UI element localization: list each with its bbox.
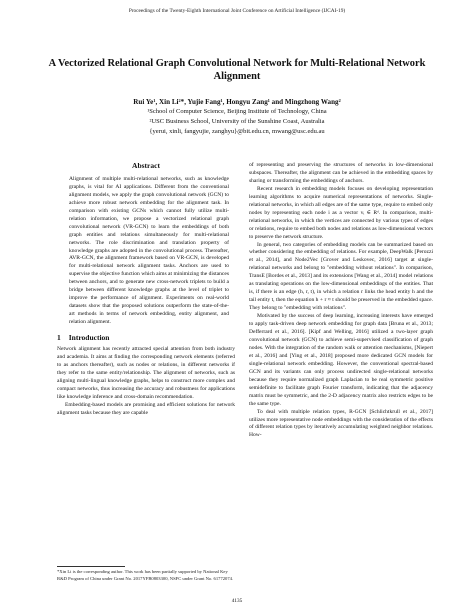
abstract-text: Alignment of multiple multi-relational networks, such as knowledge graphs, is vital for AI applications. Different from the conventional alignment models, we apply the graph convolutional network (GCN) to achieve more robust network embedding for the alignment task. In comparison with existing GCNs which cannot fully utilize multi-relation information, we propose a vectorized relational graph convolutional network (VR-GCN) to learn the embeddings of both graph entities and relations simultaneously for multi-relational networks. The role discrimination and translation property of knowledge graphs are adopted in the convolutional process. Thereafter, AVR-GCN, the alignment framework based on VR-GCN, is developed for multi-relational network alignment tasks. Anchors are used to supervise the objective function which aims at minimizing the distances between anchors, and to generate new cross-network triplets to build a bridge between different knowledge graphs at the level of triplet to improve the performance of alignment. Experiments on real-world datasets show that the proposed solutions outperform the state-of-the-art methods in terms of network embedding, entity alignment, and relation alignment. xyxy=(69,175,229,326)
right-paragraph-2: Recent research in embedding models focuses on developing representation learning algorithms to acquire numerical representations of networks. Single-relational networks, in which all edges are of the same type, require to embed only nodes by representing each node i as a vector vᵢ ∈ Rᵈ. In comparison, multi-relational networks, in which the vertices are connected by various types of edges or relations, require to embed both nodes and relations as low-dimensional vectors to preserve the network structure. xyxy=(249,185,433,240)
section-title: Introduction xyxy=(68,333,110,343)
right-paragraph-3: In general, two categories of embedding models can be summarized based on whether considering the embedding of relations. For example, DeepWalk [Perozzi et al., 2014], and Node2Vec [Grover and Leskovec, 2016] target at single-relational networks and belong to "embedding without relations". In comparison, TransE [Bordes et al., 2013] and its extensions [Wang et al., 2014] model relations as translating operations on the low-dimensional embeddings of the entities. That is, if there is an edge (h, r, t), in which a relation r links the head entity h and the tail entity t, then the equation h + r ≈ t should be preserved in the embedded space. They belong to "embedding with relations". xyxy=(249,241,433,312)
paper-title: A Vectorized Relational Graph Convolutional Network for Multi-Relational Network Alignment xyxy=(48,58,426,82)
intro-paragraph-2: Embedding-based models are promising and efficient solutions for network alignment tasks because they are capable xyxy=(57,401,235,416)
affiliation-1: ¹School of Computer Science, Beijing Institute of Technology, China xyxy=(147,108,327,115)
left-column xyxy=(57,162,235,418)
section-number: 1 xyxy=(57,333,61,343)
author-block xyxy=(30,97,444,137)
footnote-divider xyxy=(57,566,125,567)
affiliation-2: ²USC Business School, University of the Sunshine Coast, Australia xyxy=(149,118,325,125)
author-names: Rui Ye¹, Xin Li²*, Yujie Fang¹, Hongyu Zang¹ and Mingzhong Wang² xyxy=(133,98,341,106)
right-paragraph-1: of representing and preserving the structures of networks in low-dimensional subspaces. Thereafter, the alignment can be achieved in the embedding spaces by sharing or transforming the embeddings of anchors. xyxy=(249,162,433,184)
section-heading-introduction xyxy=(57,334,235,342)
intro-paragraph-1: Network alignment has recently attracted special attention from both industry and academia. It aims at finding the corresponding network elements (referred to as anchors thereafter), such as nodes or relations, in different networks if they refer to the same entity/relationship. The alignment of networks, such as aligning multi-lingual knowledge graphs, helps to construct more complex and compact networks, thus increasing the accuracy and robustness for applications like knowledge inference and cross-domain recommendation. xyxy=(57,346,235,400)
right-column xyxy=(249,162,433,440)
abstract-heading: Abstract xyxy=(132,161,160,170)
right-paragraph-5: To deal with multiple relation types, R-GCN [Schlichtkrull et al., 2017] utilizes more representative node embeddings with the consideration of the effects of different relation types by iteratively accumulating weighted neighbor relations. How- xyxy=(249,408,433,439)
running-header: Proceedings of the Twenty-Eighth International Joint Conference on Artificial Intelligence (IJCAI-19) xyxy=(128,8,346,14)
footnote xyxy=(57,569,235,582)
author-emails: {yerui, xinli, fangyujie, zanghyu}@bit.edu.cn, mwang@usc.edu.au xyxy=(149,128,325,135)
right-paragraph-4: Motivated by the success of deep learning, increasing interests have emerged to apply task-driven deep network embedding for graph data [Bruna et al., 2013; Defferrard et al., 2016]. [Kipf and Welling, 2016] utilized a two-layer graph convolutional network (GCN) to achieve semi-supervised classification of graph nodes. With the integration of the random walk or attention mechanisms, [Niepert et al., 2016] and [Ying et al., 2018] proposed more dedicated GCN models for single-relational network embedding. However, the conventional spectral-based GCN and its variants can only process undirected single-relational networks because they require normalized graph Laplacian to be real symmetric positive semidefinite to facilitate graph Fourier transform, indicating that the adjacency matrix must be symmetric, and the 2-D adjacency matrix also restricts edges to be the same type. xyxy=(249,313,433,407)
page-number: 4135 xyxy=(231,598,243,604)
abstract-body xyxy=(57,176,235,327)
footnote-text: *Xin Li is the corresponding author. This work has been partially supported by National Key R&D Program of China under Grant No. 2017YFB0803300, NSFC under Grant No. 61772074. xyxy=(57,569,234,581)
